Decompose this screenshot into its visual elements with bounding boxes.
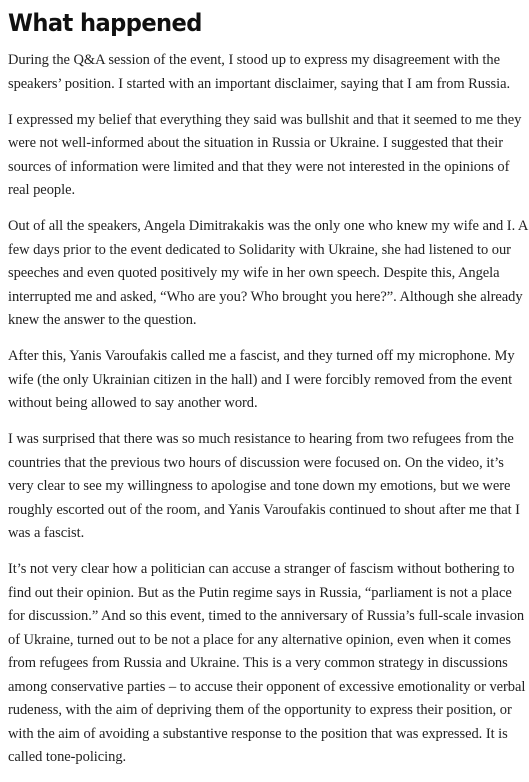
paragraph-belief: I expressed my belief that everything they said was bullshit and that it seemed to me they were not well-informed about the situation in Russia or Ukraine. I suggested that their sources of information were limited and that they were not interested in the opinions of real people. <box>8 111 522 198</box>
paragraph-resistance: I was surprised that there was so much resistance to hearing from two refugees from the countries that the previous two hours of discussion were focused on. On the video, it’s very clear to see my willingness to apologise and tone down my emotions, but we were roughly escorted out of the room, and Yanis Varoufakis continued to shout after me that I was a fascist. <box>8 431 520 541</box>
paragraph-varoufakis: After this, Yanis Varoufakis called me a fascist, and they turned off my microphone. My wife (the only Ukrainian citizen in the hall) and I were forcibly removed from the event without being allowed to say another word. <box>8 348 515 411</box>
section-heading: What happened <box>8 9 202 37</box>
paragraph-angela: Out of all the speakers, Angela Dimitrakakis was the only one who knew my wife and I. A few days prior to the event dedicated to Solidarity with Ukraine, she had listened to our speeches and even quoted positively my wife in her own speech. Despite this, Angela interrupted me and asked, “Who are you? Who brought you here?”. Although she already knew the answer to the question. <box>8 218 528 328</box>
paragraph-tone-policing: It’s not very clear how a politician can accuse a stranger of fascism without bothering to find out their opinion. But as the Putin regime says in Russia, “parliament is not a place for discussion.” And so this event, timed to the anniversary of Russia’s full-scale invasion of Ukraine, turned out to be not a place for any alternative opinion, even when it comes from refugees from Russia and Ukraine. This is a very common strategy in discussions among conservative parties – to accuse their opponent of excessive emotionality or verbal rudeness, with the aim of depriving them of the opportunity to express their position, or with the aim of avoiding a substantive response to the position that was expressed. It is called tone-policing. <box>8 561 526 765</box>
paragraph-qa-session: During the Q&A session of the event, I stood up to express my disagreement with the speakers’ position. I started with an important disclaimer, saying that I am from Russia. <box>8 52 511 92</box>
article-body <box>8 0 529 782</box>
